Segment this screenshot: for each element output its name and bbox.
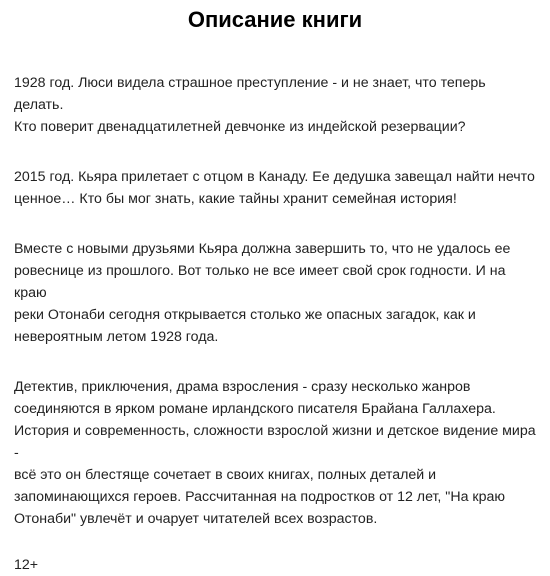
paragraph-line: Вместе с новыми друзьями Кьяра должна завершить то, что не удалось ее [14,241,511,257]
description-paragraph-2015 [14,166,536,210]
paragraph-line: запоминающихся героев. Рассчитанная на подростков от 12 лет, "На краю [14,489,506,505]
paragraph-line: ценное… Кто бы мог знать, какие тайны хранит семейная история! [14,191,457,207]
paragraph-line: невероятным летом 1928 года. [14,329,219,345]
description-paragraph-genres [14,376,536,530]
paragraph-line: реки Отонаби сегодня открывается столько же опасных загадок, как и [14,307,476,323]
paragraph-line: 2015 год. Кьяра прилетает с отцом в Канаду. Ее дедушка завещал найти нечто [14,169,535,185]
description-paragraph-1928 [14,72,536,138]
paragraph-line: всё это он блестяще сочетает в своих книгах, полных деталей и [14,467,437,483]
paragraph-line: 1928 год. Люси видела страшное преступление - и не знает, что теперь делать. [14,75,486,113]
age-rating: 12+ [14,557,39,573]
description-paragraph-friends [14,238,536,348]
paragraph-line: Кто поверит двенадцатилетней девчонке из индейской резервации? [14,119,466,135]
paragraph-line: соединяются в ярком романе ирландского писателя Брайана Галлахера. [14,401,496,417]
paragraph-line: Отонаби" увлечёт и очарует читателей всех возрастов. [14,511,378,527]
paragraph-line: Детектив, приключения, драма взросления - сразу несколько жанров [14,379,471,395]
paragraph-line: История и современность, сложности взрослой жизни и детское видение мира - [14,423,536,461]
page-title: Описание книги [187,7,363,32]
description-body [14,72,536,576]
paragraph-line: ровеснице из прошлого. Вот только не все имеет свой срок годности. И на краю [14,263,506,301]
